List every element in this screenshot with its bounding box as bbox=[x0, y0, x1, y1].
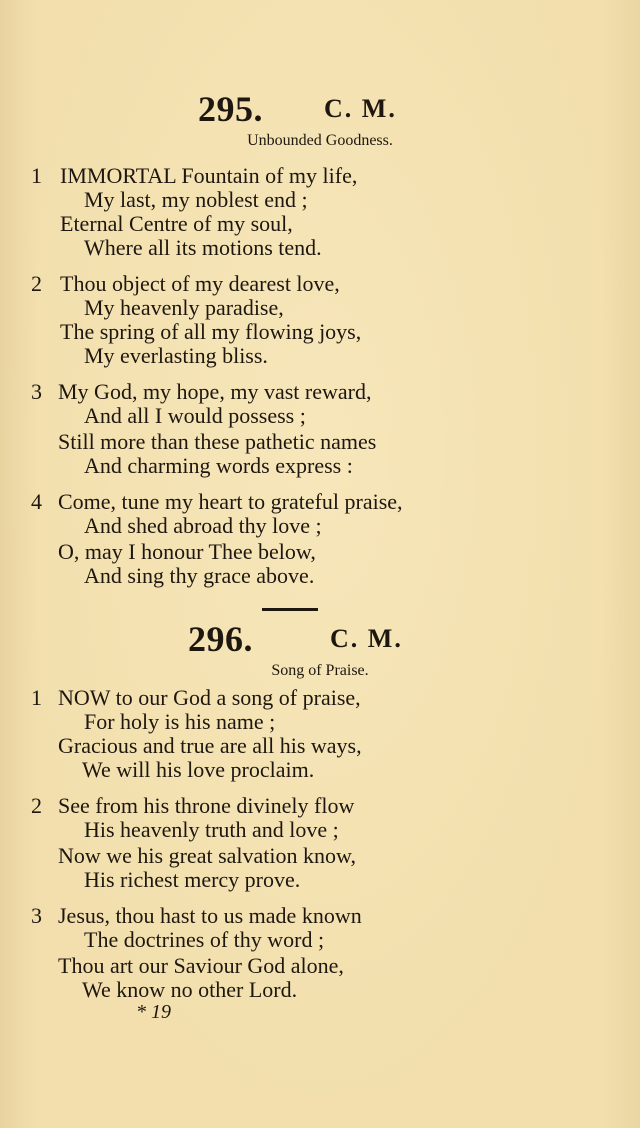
verse-line: Thou art our Saviour God alone, bbox=[58, 953, 344, 978]
signature-mark: * 19 bbox=[136, 1001, 171, 1023]
stanza-number: 1 bbox=[31, 163, 42, 188]
stanza-number: 3 bbox=[31, 903, 42, 928]
verse-line: Jesus, thou hast to us made known bbox=[58, 903, 362, 928]
verse-line: Come, tune my heart to grateful praise, bbox=[58, 489, 403, 514]
hymn-meter: C. M. bbox=[330, 624, 403, 653]
verse-line: And charming words express : bbox=[84, 453, 353, 478]
hymn-subtitle: Unbounded Goodness. bbox=[247, 132, 393, 149]
hymn-meter: C. M. bbox=[324, 94, 397, 123]
hymn-number: 296. bbox=[188, 619, 253, 659]
verse-line: The spring of all my flowing joys, bbox=[60, 319, 362, 344]
verse-line: O, may I honour Thee below, bbox=[58, 539, 316, 564]
verse-line: My last, my noblest end ; bbox=[84, 187, 308, 212]
verse-line: His heavenly truth and love ; bbox=[84, 817, 339, 842]
verse-line: My God, my hope, my vast reward, bbox=[58, 379, 372, 404]
verse-line: His richest mercy prove. bbox=[84, 867, 301, 892]
verse-line: And all I would possess ; bbox=[84, 403, 306, 428]
verse-line: Eternal Centre of my soul, bbox=[60, 211, 293, 236]
verse-line: Gracious and true are all his ways, bbox=[58, 733, 362, 758]
verse-line: We will his love proclaim. bbox=[82, 757, 315, 782]
verse-line: And sing thy grace above. bbox=[84, 563, 315, 588]
verse-line: My heavenly paradise, bbox=[84, 295, 284, 320]
hymn-number: 295. bbox=[198, 89, 263, 129]
hymn-295-header bbox=[0, 88, 640, 128]
verse-line: My everlasting bliss. bbox=[84, 343, 268, 368]
hymn-subtitle: Song of Praise. bbox=[271, 662, 369, 679]
verse-line: IMMORTAL Fountain of my life, bbox=[60, 163, 358, 188]
verse-line: See from his throne divinely flow bbox=[58, 793, 355, 818]
stanza-number: 1 bbox=[31, 685, 42, 710]
verse-line: Now we his great salvation know, bbox=[58, 843, 356, 868]
stanza-number: 2 bbox=[31, 271, 42, 296]
stanza-number: 3 bbox=[31, 379, 42, 404]
verse-line: For holy is his name ; bbox=[84, 709, 276, 734]
verse-line: Still more than these pathetic names bbox=[58, 429, 377, 454]
hymn-296-header bbox=[0, 618, 640, 658]
verse-line: The doctrines of thy word ; bbox=[84, 927, 325, 952]
hymn-divider bbox=[262, 608, 318, 611]
stanza-number: 2 bbox=[31, 793, 42, 818]
verse-line: We know no other Lord. bbox=[82, 977, 298, 1002]
verse-line: Where all its motions tend. bbox=[84, 235, 322, 260]
stanza-number: 4 bbox=[31, 489, 42, 514]
verse-line: And shed abroad thy love ; bbox=[84, 513, 322, 538]
verse-line: Thou object of my dearest love, bbox=[60, 271, 340, 296]
verse-line: NOW to our God a song of praise, bbox=[58, 685, 361, 710]
